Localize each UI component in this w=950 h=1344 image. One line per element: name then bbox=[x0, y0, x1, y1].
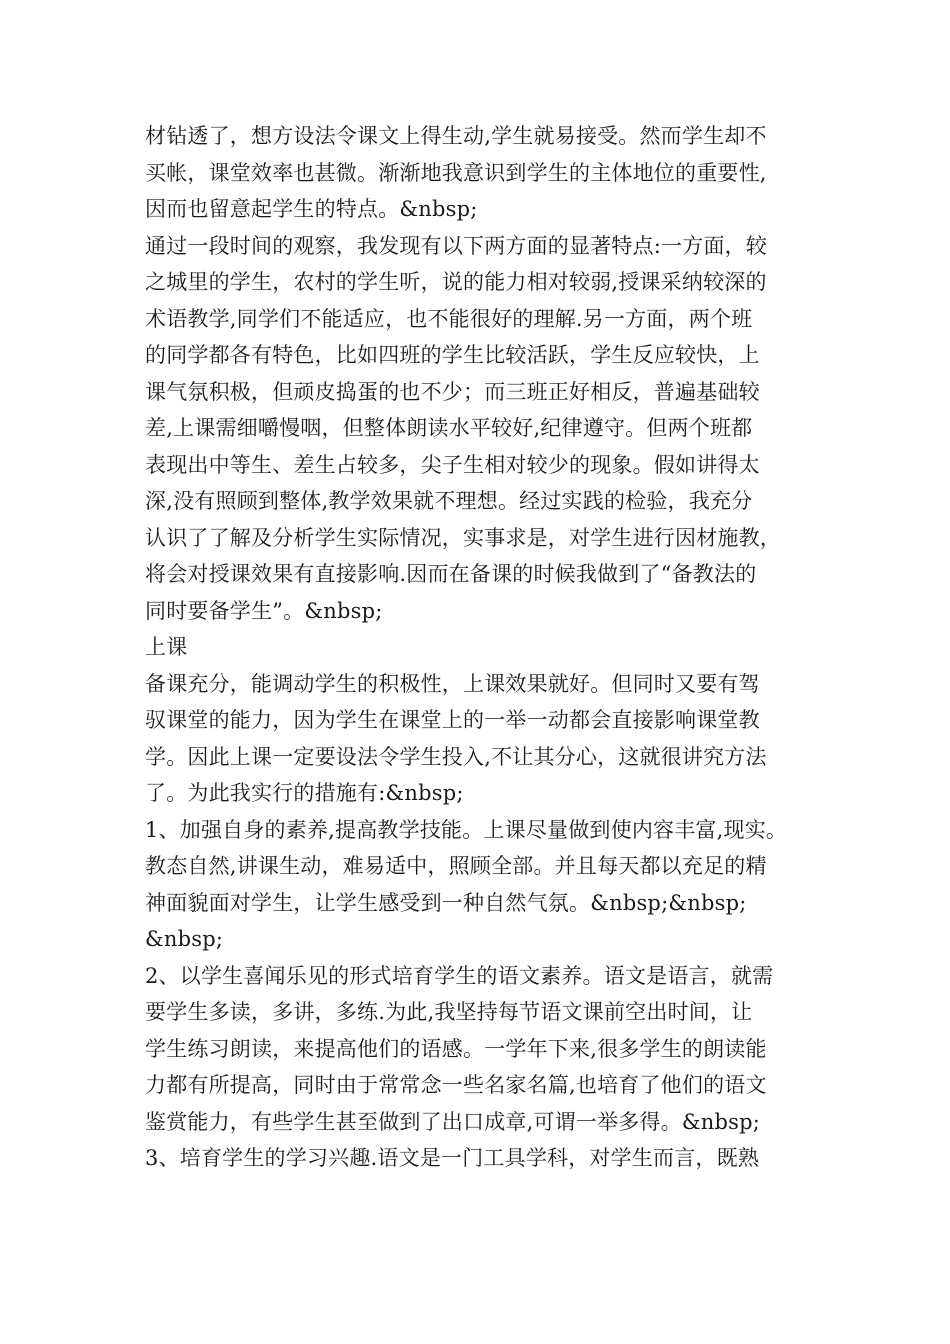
text-line: 学。因此上课一定要设法令学生投入,不让其分心，这就很讲究方法 bbox=[145, 744, 767, 769]
text-line: 学生练习朗读，来提高他们的语感。一学年下来,很多学生的朗读能 bbox=[145, 1036, 767, 1061]
text-line: 教态自然,讲课生动，难易适中，照顾全部。并且每天都以充足的精 bbox=[145, 854, 767, 878]
text-line: 驭课堂的能力，因为学生在课堂上的一举一动都会直接影响课堂教 bbox=[145, 708, 760, 732]
text-line: 同时要备学生”。&nbsp; bbox=[145, 598, 383, 623]
text-line: 2、以学生喜闻乐见的形式培育学生的语文素养。语文是语言，就需 bbox=[145, 963, 774, 988]
text-line: 表现出中等生、差生占较多，尖子生相对较少的现象。假如讲得太 bbox=[145, 452, 760, 477]
text-line: 3、培育学生的学习兴趣.语文是一门工具学科，对学生而言，既熟 bbox=[145, 1146, 760, 1170]
text-line: 神面貌面对学生，让学生感受到一种自然气氛。&nbsp;&nbsp; bbox=[145, 890, 747, 915]
text-line: 的同学都各有特色，比如四班的学生比较活跃，学生反应较快，上 bbox=[145, 343, 760, 367]
text-line: 深,没有照顾到整体,教学效果就不理想。经过实践的检验，我充分 bbox=[145, 489, 753, 513]
text-line: 1、加强自身的素养,提高教学技能。上课尽量做到使内容丰富,现实。 bbox=[145, 817, 788, 842]
text-line: 了。为此我实行的措施有:&nbsp; bbox=[145, 781, 464, 805]
text-line: 之城里的学生，农村的学生听，说的能力相对较弱,授课采纳较深的 bbox=[145, 270, 767, 294]
text-line: 将会对授课效果有直接影响.因而在备课的时候我做到了“备教法的 bbox=[145, 562, 757, 586]
text-line: 差,上课需细嚼慢咽，但整体朗读水平较好,纪律遵守。但两个班都 bbox=[145, 416, 753, 440]
text-line: 要学生多读，多讲，多练.为此,我坚持每节语文课前空出时间，让 bbox=[145, 1000, 753, 1024]
text-line: &nbsp; bbox=[145, 927, 224, 951]
text-line: 认识了了解及分析学生实际情况，实事求是，对学生进行因材施教， bbox=[145, 525, 781, 550]
text-line: 鉴赏能力，有些学生甚至做到了出口成章,可谓一举多得。&nbsp; bbox=[145, 1109, 761, 1134]
text-line: 备课充分，能调动学生的积极性，上课效果就好。但同时又要有驾 bbox=[145, 671, 760, 696]
text-line: 术语教学,同学们不能适应，也不能很好的理解.另一方面，两个班 bbox=[145, 306, 753, 331]
text-line: 力都有所提高，同时由于常常念一些名家名篇,也培育了他们的语文 bbox=[145, 1073, 767, 1097]
text-line: 因而也留意起学生的特点。&nbsp; bbox=[145, 197, 478, 221]
text-line: 买帐，课堂效率也甚微。渐渐地我意识到学生的主体地位的重要性, bbox=[145, 160, 767, 185]
text-line: 通过一段时间的观察，我发现有以下两方面的显著特点:一方面，较 bbox=[145, 233, 768, 258]
document-body bbox=[145, 118, 835, 1177]
section-heading: 上课 bbox=[145, 635, 188, 659]
text-line: 课气氛积极，但顽皮捣蛋的也不少；而三班正好相反，普遍基础较 bbox=[145, 379, 760, 404]
text-line: 材钻透了，想方设法令课文上得生动,学生就易接受。然而学生却不 bbox=[145, 124, 767, 148]
